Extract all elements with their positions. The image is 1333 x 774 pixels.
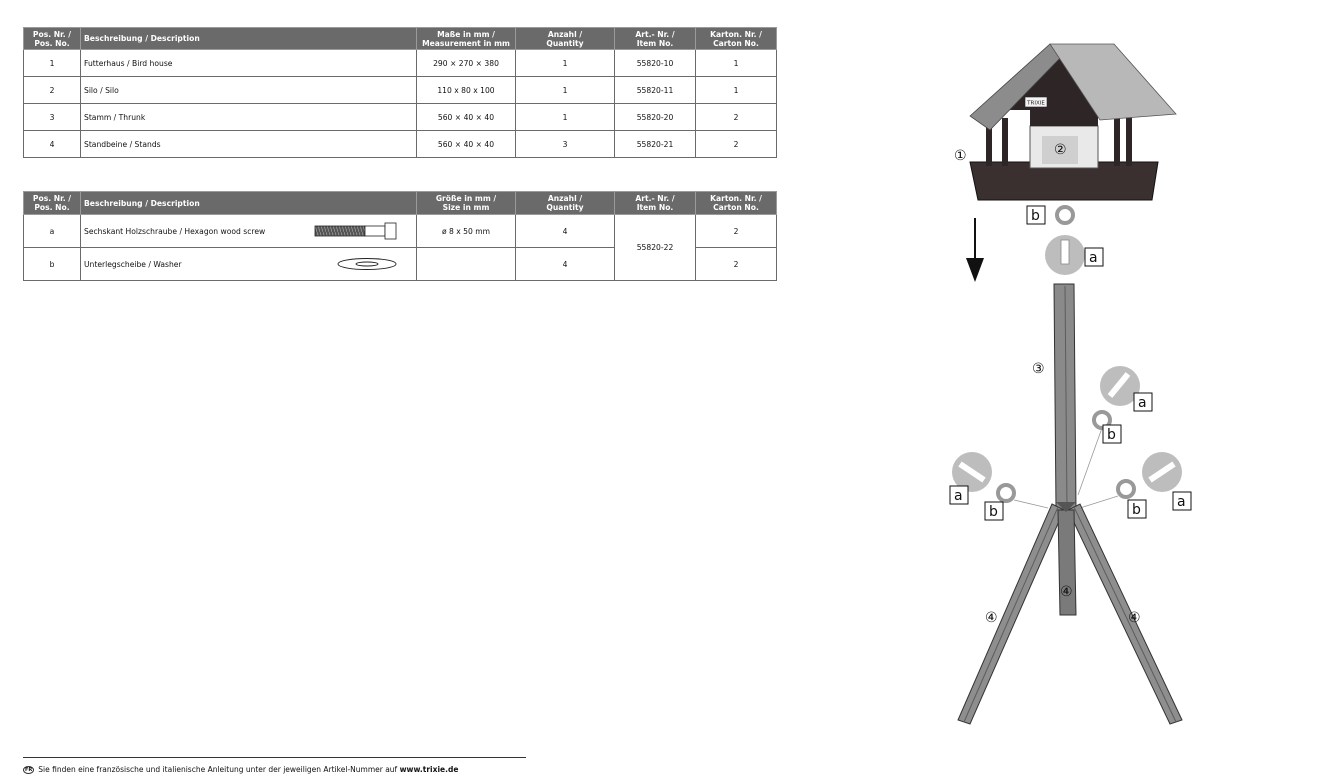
footer-divider bbox=[23, 757, 526, 758]
header-carton-no: Karton. Nr. / Carton No. bbox=[696, 192, 777, 215]
cell-carton-no: 2 bbox=[696, 131, 777, 158]
header-measurement: Maße in mm / Measurement in mm bbox=[417, 28, 516, 50]
part-label-3: ③ bbox=[1032, 361, 1045, 377]
header-size: Größe in mm / Size in mm bbox=[417, 192, 516, 215]
bird-house-illustration bbox=[970, 44, 1176, 200]
table-header-row bbox=[24, 28, 777, 50]
table-row bbox=[24, 50, 777, 77]
cell-description: Silo / Silo bbox=[81, 77, 417, 104]
header-description: Beschreibung / Description bbox=[81, 28, 417, 50]
footer-note bbox=[23, 765, 458, 774]
screw-label: a bbox=[954, 488, 963, 504]
header-quantity: Anzahl / Quantity bbox=[516, 192, 615, 215]
cell-description-text: Unterlegscheibe / Washer bbox=[84, 259, 182, 269]
cell-item-no: 55820-22 bbox=[615, 215, 696, 281]
cell-item-no: 55820-20 bbox=[615, 104, 696, 131]
table-row bbox=[24, 77, 777, 104]
washer-label: b bbox=[1031, 208, 1040, 224]
cell-measurement: 110 x 80 x 100 bbox=[417, 77, 516, 104]
cell-quantity: 4 bbox=[516, 215, 615, 248]
assembly-diagram bbox=[930, 40, 1230, 730]
hexagon-screw-icon bbox=[314, 222, 398, 240]
cell-measurement: 560 × 40 × 40 bbox=[417, 131, 516, 158]
washer-label: b bbox=[1107, 427, 1116, 443]
table-row bbox=[24, 104, 777, 131]
cell-item-no: 55820-10 bbox=[615, 50, 696, 77]
cell-item-no: 55820-21 bbox=[615, 131, 696, 158]
header-item-no: Art.- Nr. / Item No. bbox=[615, 192, 696, 215]
cell-pos: b bbox=[24, 248, 81, 281]
cell-item-no: 55820-11 bbox=[615, 77, 696, 104]
table-row bbox=[24, 131, 777, 158]
cell-carton-no: 1 bbox=[696, 77, 777, 104]
header-carton-no: Karton. Nr. / Carton No. bbox=[696, 28, 777, 50]
footer-text: Sie finden eine französische und italienische Anleitung unter der jeweiligen Artikel-Nummer auf bbox=[38, 765, 400, 774]
cell-carton-no: 2 bbox=[696, 248, 777, 281]
cell-carton-no: 2 bbox=[696, 215, 777, 248]
header-item-no: Art.- Nr. / Item No. bbox=[615, 28, 696, 50]
cell-pos: 2 bbox=[24, 77, 81, 104]
table-row bbox=[24, 215, 777, 248]
brand-label: TRIXIE bbox=[1027, 100, 1045, 107]
cell-quantity: 1 bbox=[516, 104, 615, 131]
language-flag-icon: FR bbox=[25, 767, 33, 773]
cell-size bbox=[417, 248, 516, 281]
header-pos: Pos. Nr. / Pos. No. bbox=[24, 192, 81, 215]
arrow-down-icon bbox=[966, 218, 984, 282]
cell-carton-no: 1 bbox=[696, 50, 777, 77]
cell-quantity: 4 bbox=[516, 248, 615, 281]
screw-label: a bbox=[1089, 250, 1098, 266]
trunk-illustration bbox=[1054, 284, 1076, 510]
cell-description-text: Sechskant Holzschraube / Hexagon wood screw bbox=[84, 226, 266, 236]
cell-pos: 3 bbox=[24, 104, 81, 131]
cell-pos: 4 bbox=[24, 131, 81, 158]
footer-link[interactable]: www.trixie.de bbox=[399, 765, 459, 774]
parts-table bbox=[23, 27, 777, 158]
header-quantity: Anzahl / Quantity bbox=[516, 28, 615, 50]
part-label-2: ② bbox=[1054, 142, 1067, 158]
cell-description: Standbeine / Stands bbox=[81, 131, 417, 158]
part-label-4: ④ bbox=[1060, 584, 1073, 600]
cell-carton-no: 2 bbox=[696, 104, 777, 131]
header-description: Beschreibung / Description bbox=[81, 192, 417, 215]
washer-icon bbox=[336, 257, 398, 271]
cell-size: ø 8 x 50 mm bbox=[417, 215, 516, 248]
cell-pos: a bbox=[24, 215, 81, 248]
part-label-4: ④ bbox=[985, 610, 998, 626]
cell-description bbox=[81, 248, 417, 281]
cell-description: Stamm / Thrunk bbox=[81, 104, 417, 131]
table-header-row bbox=[24, 192, 777, 215]
screw-label: a bbox=[1138, 395, 1147, 411]
washer-label: b bbox=[1132, 502, 1141, 518]
screw-label: a bbox=[1177, 494, 1186, 510]
washer-label: b bbox=[989, 504, 998, 520]
cell-quantity: 1 bbox=[516, 50, 615, 77]
cell-description bbox=[81, 215, 417, 248]
hardware-table bbox=[23, 191, 777, 281]
part-label-1: ① bbox=[954, 148, 967, 164]
cell-measurement: 290 × 270 × 380 bbox=[417, 50, 516, 77]
header-pos: Pos. Nr. / Pos. No. bbox=[24, 28, 81, 50]
cell-quantity: 1 bbox=[516, 77, 615, 104]
cell-quantity: 3 bbox=[516, 131, 615, 158]
cell-description: Futterhaus / Bird house bbox=[81, 50, 417, 77]
washer-icon bbox=[1057, 207, 1073, 223]
part-label-4: ④ bbox=[1128, 610, 1141, 626]
cell-pos: 1 bbox=[24, 50, 81, 77]
cell-measurement: 560 × 40 × 40 bbox=[417, 104, 516, 131]
